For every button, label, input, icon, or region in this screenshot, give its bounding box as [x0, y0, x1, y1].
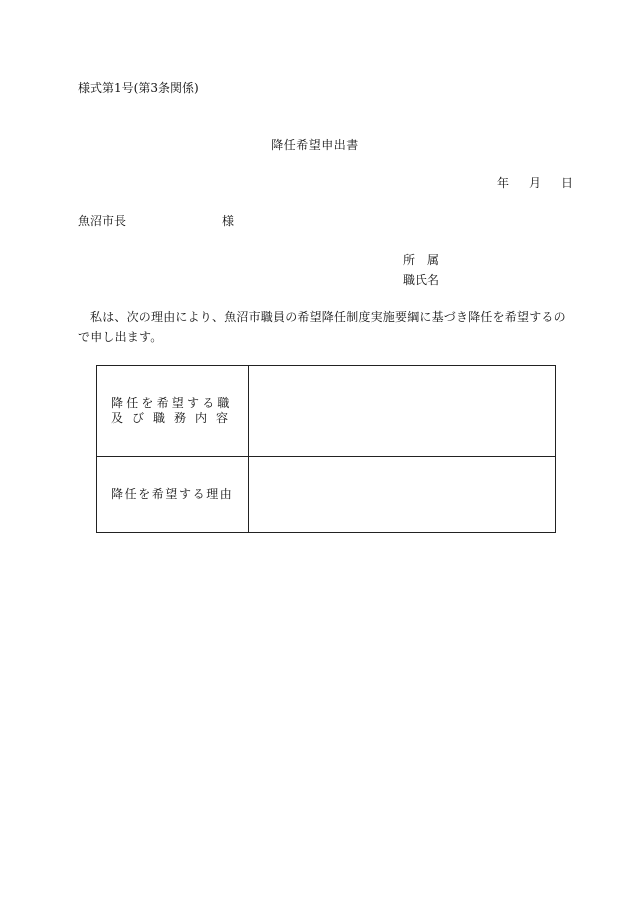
- date-day: 日: [561, 176, 574, 190]
- date-line: [497, 176, 573, 190]
- date-year: 年: [497, 176, 510, 190]
- desired-position-label-cell: [97, 366, 249, 457]
- addressee-suffix: 様: [222, 214, 235, 228]
- request-table: [96, 365, 556, 533]
- addressee-name: 魚沼市長: [78, 214, 127, 228]
- desired-position-label-line2: 及び職務内容: [111, 411, 238, 425]
- body-text: 私は、次の理由により、魚沼市職員の希望降任制度実施要綱に基づき降任を希望するので申し出ます。: [78, 310, 566, 344]
- reason-value-cell[interactable]: [249, 457, 556, 533]
- position-name-label: 職氏名: [403, 273, 440, 287]
- date-month: 月: [529, 176, 542, 190]
- reason-label-line1: 降任を希望する理由: [111, 487, 234, 501]
- table-row-reason: [97, 457, 556, 533]
- document-title: 降任希望申出書: [271, 138, 359, 152]
- desired-position-label-line1: 降任を希望する職: [111, 396, 233, 410]
- table-row-desired-position: [97, 366, 556, 457]
- affiliation-label: 所 属: [403, 253, 440, 267]
- desired-position-value-cell[interactable]: [249, 366, 556, 457]
- form-number: 様式第1号(第3条関係): [78, 81, 199, 95]
- reason-label-cell: [97, 457, 249, 533]
